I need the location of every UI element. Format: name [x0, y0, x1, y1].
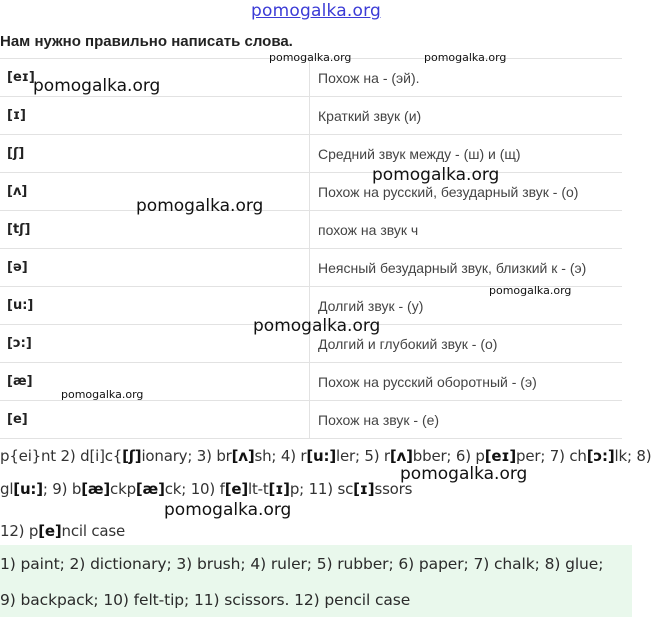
text-segment: ckp	[110, 480, 136, 498]
text-segment: ; 9) b	[42, 480, 82, 498]
text-segment: 12) p	[0, 522, 39, 540]
watermark: pomogalka.org	[372, 165, 500, 185]
watermark: pomogalka.org	[400, 464, 528, 484]
symbol-description: Похож на русский оборотный - (э)	[310, 363, 623, 401]
table-row	[0, 401, 622, 439]
task-line-2	[0, 480, 632, 498]
text-segment: lk; 8)	[614, 447, 651, 465]
transcription-segment: [æ]	[81, 480, 111, 498]
transcription-segment: [e]	[38, 522, 62, 540]
phonetic-symbol: [ʌ]	[0, 173, 310, 211]
phonetic-symbol: [ɔ:]	[0, 325, 310, 363]
transcription-segment: [æ]	[135, 480, 165, 498]
answer-box	[0, 545, 632, 617]
transcription-segment: [eɪ]	[484, 447, 517, 465]
text-segment: p{ei}nt 2) d[i]c{	[0, 447, 123, 465]
symbol-description: Похож на - (эй).	[310, 59, 623, 97]
site-header-link[interactable]: pomogalka.org	[251, 1, 381, 21]
symbol-description: Похож на звук - (е)	[310, 401, 623, 439]
transcription-segment: [ɪ]	[268, 480, 290, 498]
watermark: pomogalka.org	[61, 388, 144, 401]
text-segment: lt-t	[248, 480, 269, 498]
task-line-3	[0, 522, 632, 540]
phonetic-symbol: [u:]	[0, 287, 310, 325]
transcription-segment: [e]	[224, 480, 248, 498]
table-row	[0, 97, 622, 135]
symbol-description: Неясный безударный звук, близкий к - (э)	[310, 249, 623, 287]
phonetic-symbol: [eɪ]	[0, 59, 310, 97]
answer-line-1: 1) paint; 2) dictionary; 3) brush; 4) ruler; 5) rubber; 6) paper; 7) chalk; 8) glue;	[0, 555, 604, 573]
transcription-segment: [u:]	[306, 447, 336, 465]
text-segment: per; 7) ch	[516, 447, 587, 465]
text-segment: ncil case	[61, 522, 126, 540]
symbol-description: Долгий и глубокий звук - (о)	[310, 325, 623, 363]
text-segment: sh; 4) r	[254, 447, 307, 465]
text-segment: bber; 6) p	[412, 447, 485, 465]
phonetic-symbol: [ə]	[0, 249, 310, 287]
transcription-segment: [ɪ]	[353, 480, 375, 498]
task-line-1	[0, 447, 651, 465]
phonetic-symbol: [e]	[0, 401, 310, 439]
text-segment: p; 11) sc	[289, 480, 354, 498]
watermark: pomogalka.org	[489, 284, 572, 297]
text-segment: ler; 5) r	[335, 447, 390, 465]
symbol-description: Краткий звук (и)	[310, 97, 623, 135]
transcription-segment: [ɔ:]	[586, 447, 615, 465]
text-segment: ck; 10) f	[164, 480, 225, 498]
phonetic-symbol: [æ]	[0, 363, 310, 401]
transcription-segment: [ʌ]	[389, 447, 413, 465]
watermark: pomogalka.org	[424, 51, 507, 64]
watermark: pomogalka.org	[253, 316, 381, 336]
watermark: pomogalka.org	[33, 76, 161, 96]
transcription-segment: [u:]	[13, 480, 43, 498]
phonetic-symbol: [ʃ]	[0, 135, 310, 173]
table-row	[0, 249, 622, 287]
symbol-description: похож на звук ч	[310, 211, 623, 249]
text-segment: ionary; 3) br	[141, 447, 232, 465]
page-heading: Нам нужно правильно написать слова.	[0, 33, 293, 50]
phonetic-symbol: [tʃ]	[0, 211, 310, 249]
answer-line-2: 9) backpack; 10) felt-tip; 11) scissors. 12) pencil case	[0, 591, 411, 609]
watermark: pomogalka.org	[136, 196, 264, 216]
table-row	[0, 211, 622, 249]
transcription-segment: [ʃ]	[122, 447, 142, 465]
phonetic-symbol: [ɪ]	[0, 97, 310, 135]
text-segment: gl	[0, 480, 14, 498]
table-row	[0, 135, 622, 173]
transcription-segment: [ʌ]	[231, 447, 255, 465]
symbol-description: Долгий звук - (у)	[310, 287, 623, 325]
watermark: pomogalka.org	[269, 51, 352, 64]
text-segment: ssors	[374, 480, 413, 498]
symbol-description: Средний звук между - (ш) и (щ)	[310, 135, 623, 173]
table-row	[0, 173, 622, 211]
phonetics-table	[0, 58, 622, 439]
symbol-description: Похож на русский, безударный звук - (о)	[310, 173, 623, 211]
watermark: pomogalka.org	[164, 500, 292, 520]
